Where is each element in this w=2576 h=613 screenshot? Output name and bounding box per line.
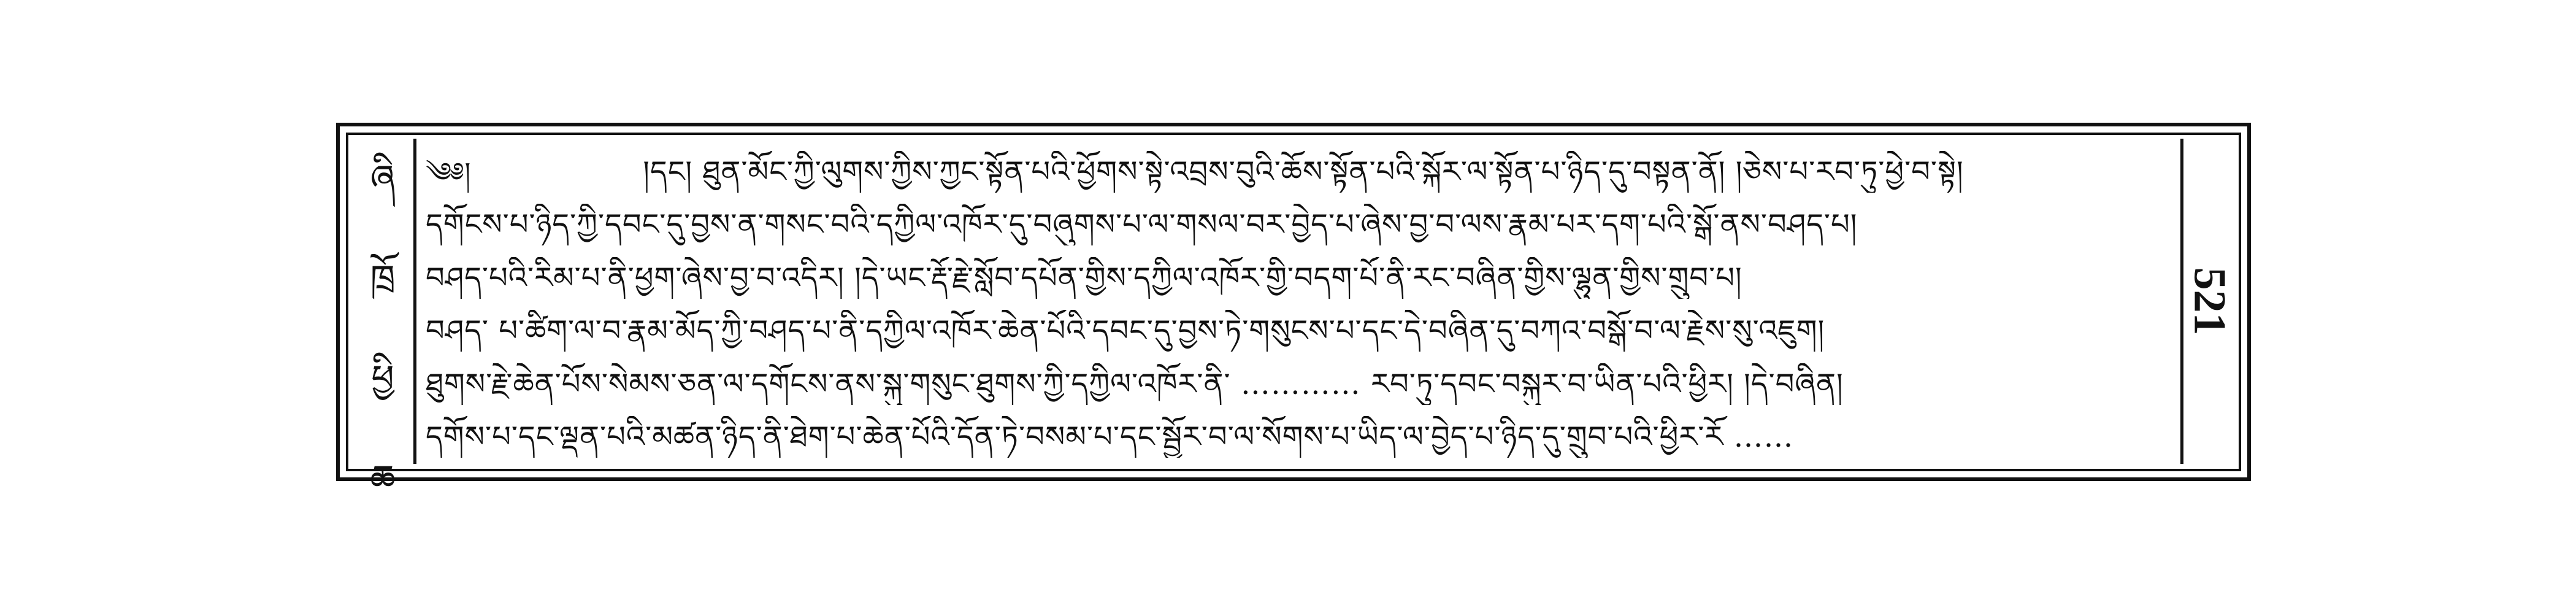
- margin-title-line-1: ཞི: [370, 157, 396, 199]
- yig-mgo-opening-symbol: ༄༅།: [426, 157, 472, 188]
- text-line-3: བཤད་པའི་རིམ་པ་ནི་ཕྱག་ཞེས་བྱ་བ་འདིར། །དེ་ཡང་རྡོ་རྗེ་སློབ་དཔོན་གྱིས་དཀྱིལ་འཁོར་གྱི་བདག་པོ་ནི་རང་བཞིན་གྱིས་ལྷུན་གྱིས་གྲུབ་པ།: [426, 260, 1742, 295]
- manuscript-folio: [336, 123, 2251, 499]
- page-number: 521: [2184, 267, 2235, 336]
- text-line-1-content: །དང། ཐུན་མོང་ཀྱི་ལུགས་ཀྱིས་ཀྱང་སྟོན་པའི་ཕྱོགས་སྟེ་འབྲས་བུའི་ཆོས་སྟོན་པའི་སྐོར་ལ་སྟོན་པ་ཉིད་དུ་བསྟན་ནོ། །ཅེས་པ་རབ་ཏུ་ཕྱེ་བ་སྟེ།: [643, 155, 1964, 189]
- margin-title: [352, 139, 413, 499]
- margin-title-line-4: ཆ: [370, 457, 396, 499]
- text-line-2: དགོངས་པ་ཉིད་ཀྱི་དབང་དུ་བྱས་ན་གསང་བའི་དཀྱིལ་འཁོར་དུ་བཞུགས་པ་ལ་གསལ་བར་བྱེད་པ་ཞེས་བྱ་བ་ལས་རྣམ་པར་དག་པའི་སྒོ་ནས་བཤད་པ།: [426, 207, 1858, 242]
- text-line-1: [426, 151, 2168, 193]
- margin-title-line-2: ཁྲོ: [370, 257, 396, 299]
- text-line-6: དགོས་པ་དང་ལྡན་པའི་མཚན་ཉིད་ནི་ཐེག་པ་ཆེན་པོའི་དོན་ཏེ་བསམ་པ་དང་སྦྱོར་བ་ལ་སོགས་པ་ཡིད་ལ་བྱེད་པ་ཉིད་དུ་གྲུབ་པའི་ཕྱིར་རོ ……: [426, 419, 1794, 454]
- text-line-4: བཤད་ པ་ཚིག་ལ་བ་རྣམ་མོད་ཀྱི་བཤད་པ་ནི་དཀྱིལ་འཁོར་ཆེན་པོའི་དབང་དུ་བྱས་ཏེ་གསུངས་པ་དང་དེ་བཞིན་དུ་བཀའ་བསྒོ་བ་ལ་རྗེས་སུ་འཇུག།: [426, 314, 1825, 349]
- text-line-5: ཐུགས་རྗེ་ཆེན་པོས་སེམས་ཅན་ལ་དགོངས་ནས་སྐུ་གསུང་ཐུགས་ཀྱི་དཀྱིལ་འཁོར་ནི་ ………… རབ་ཏུ་དབང་བསྐུར་བ་ཡིན་པའི་ཕྱིར། །དེ་བཞིན།: [426, 366, 1844, 401]
- tibetan-text-block: [426, 151, 2168, 458]
- right-margin-panel: [2180, 139, 2235, 464]
- margin-title-line-3: ཕྱི: [371, 357, 394, 399]
- left-margin-panel: [352, 139, 416, 499]
